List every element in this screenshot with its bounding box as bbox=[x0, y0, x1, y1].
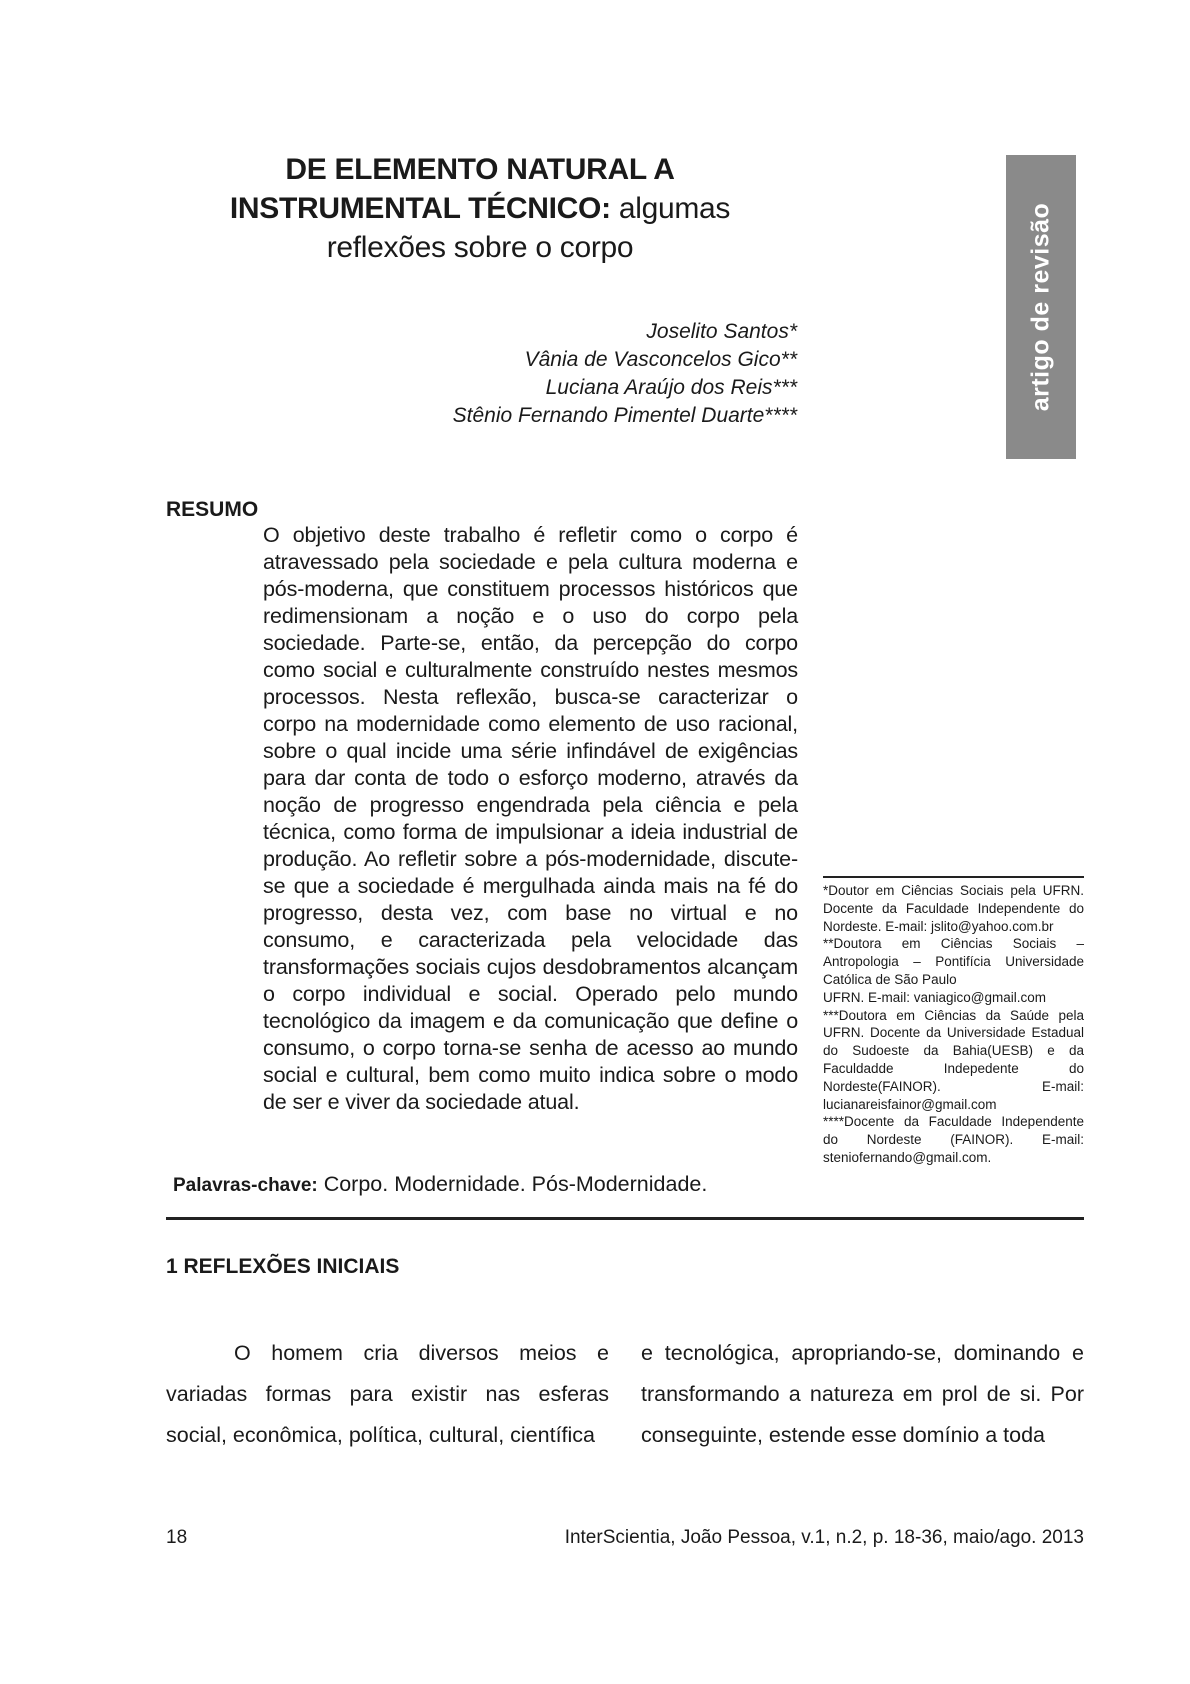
title-line-3: reflexões sobre o corpo bbox=[326, 231, 634, 264]
body-column-right: e tecnológica, apropriando-se, dominando e transformando a natureza em prol de si. Por conseguinte, estende esse domínio a toda bbox=[641, 1341, 1084, 1447]
article-title bbox=[190, 150, 770, 267]
page-number: 18 bbox=[166, 1527, 188, 1548]
title-line-2-rest: algumas bbox=[610, 192, 731, 225]
footnote: ***Doutora em Ciências da Saúde pela UFRN. Docente da Universidade Estadual do Sudoeste da Bahia(UESB) e da Faculdadde Indepedente do Nordeste(FAINOR). E-mail: lucianareisfainor@gmail.com bbox=[823, 1007, 1084, 1112]
author-name: Vânia de Vasconcelos Gico** bbox=[524, 348, 797, 371]
article-type-tab bbox=[1006, 155, 1076, 459]
body-column-left: O homem cria diversos meios e variadas formas para existir nas esferas social, econômica, política, cultural, científica bbox=[166, 1341, 609, 1447]
abstract-heading: RESUMO bbox=[166, 498, 259, 521]
journal-citation: InterScientia, João Pessoa, v.1, n.2, p. 18-36, maio/ago. 2013 bbox=[564, 1527, 1084, 1548]
footnote: *Doutor em Ciências Sociais pela UFRN. Docente da Faculdade Independente do Nordeste. E-mail: jslito@yahoo.com.br bbox=[823, 883, 1084, 934]
author-name: Stênio Fernando Pimentel Duarte**** bbox=[452, 404, 797, 427]
author-list bbox=[360, 318, 797, 430]
section-divider bbox=[166, 1217, 1084, 1220]
keywords-text: Corpo. Modernidade. Pós-Modernidade. bbox=[317, 1172, 708, 1196]
abstract-text: O objetivo deste trabalho é refletir como o corpo é atravessado pela sociedade e pela cultura moderna e pós-moderna, que constituem processos históricos que redimensionam a noção e o uso do corpo pela sociedade. Parte-se, então, da percepção do corpo como social e culturalmente construído nestes mesmos processos. Nesta reflexão, busca-se caracterizar o corpo na modernidade como elemento de uso racional, sobre o qual incide uma série infindável de exigências para dar conta de todo o esforço moderno, através da noção de progresso engendrada pela ciência e pela técnica, como forma de impulsionar a ideia industrial de produção. Ao refletir sobre a pós-modernidade, discute-se que a sociedade é mergulhada ainda mais na fé do progresso, desta vez, com base no virtual e no consumo, e caracterizada pela velocidade das transformações sociais cujos desdobramentos alcançam o corpo individual e social. Operado pelo mundo tecnológico da imagem e da comunicação que define o consumo, o corpo torna-se senha de acesso ao mundo social e cultural, bem como muito indica sobre o modo de ser e viver da sociedade atual. bbox=[263, 523, 798, 1114]
keywords-label: Palavras-chave: bbox=[173, 1175, 318, 1196]
keywords bbox=[173, 1172, 707, 1197]
section-heading: 1 REFLEXÕES INICIAIS bbox=[166, 1255, 400, 1278]
author-name: Luciana Araújo dos Reis*** bbox=[545, 376, 797, 399]
footnote: UFRN. E-mail: vaniagico@gmail.com bbox=[823, 989, 1047, 1005]
author-footnotes bbox=[823, 876, 1084, 1167]
footnote: **Doutora em Ciências Sociais – Antropologia – Pontifícia Universidade Católica de São Paulo bbox=[823, 936, 1084, 987]
footnote: ****Docente da Faculdade Independente do Nordeste (FAINOR). E-mail: steniofernando@gmail.com. bbox=[823, 1114, 1084, 1165]
article-type-label: artigo de revisão bbox=[1026, 202, 1055, 412]
title-line-2-bold: INSTRUMENTAL TÉCNICO: bbox=[229, 192, 611, 225]
title-line-1: DE ELEMENTO NATURAL A bbox=[285, 153, 675, 186]
author-name: Joselito Santos* bbox=[646, 320, 797, 343]
